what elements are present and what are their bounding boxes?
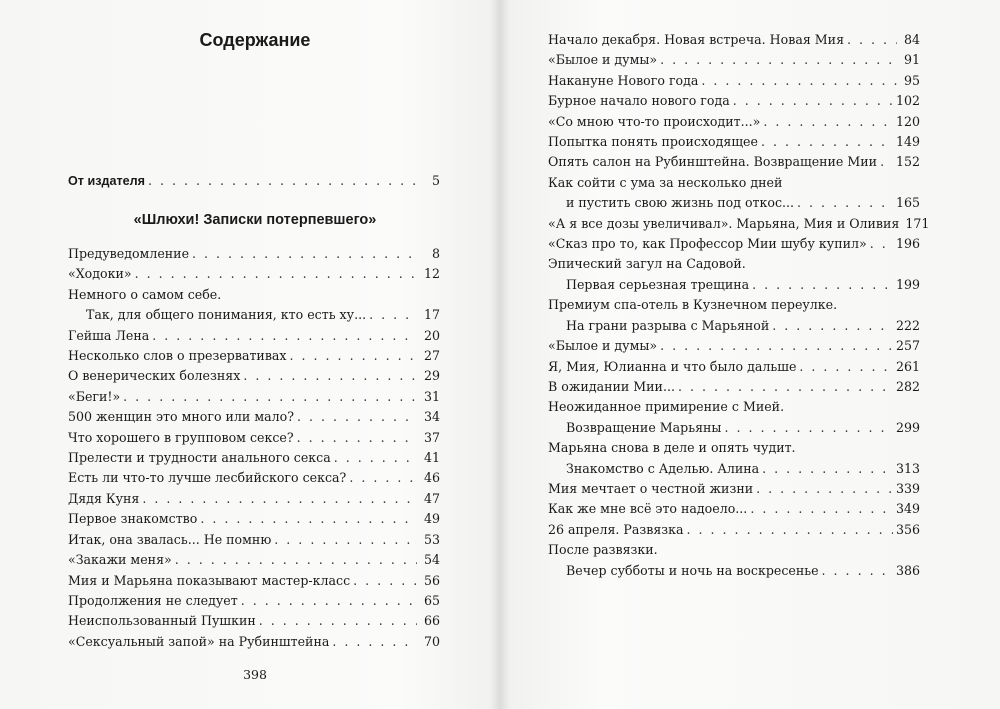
toc-entry-page: 282	[895, 378, 920, 394]
toc-entry[interactable]	[548, 479, 920, 499]
leader-dots	[750, 499, 893, 519]
toc-entry[interactable]	[548, 50, 920, 70]
toc-entry-title: Дядя Куня	[68, 490, 140, 506]
toc-entry-page: 95	[903, 72, 920, 88]
toc-entry-title: Так, для общего понимания, кто есть ху...	[86, 307, 367, 323]
toc-entry-page: 53	[423, 531, 440, 547]
toc-entry-title: На грани разрыва с Марьяной	[566, 317, 770, 333]
leader-dots	[660, 50, 897, 70]
toc-entry[interactable]	[548, 112, 920, 132]
toc-entry-title: Предуведомление	[68, 246, 190, 261]
toc-entry-title: О венерических болезнях	[68, 368, 241, 384]
leader-dots	[733, 91, 893, 111]
leader-dots	[724, 418, 892, 438]
toc-entry[interactable]	[548, 173, 920, 214]
toc-entry-title: Попытка понять происходящее	[548, 134, 758, 150]
toc-entry-page: 41	[423, 450, 440, 466]
leader-dots	[148, 171, 417, 191]
toc-entry[interactable]	[548, 357, 920, 377]
toc-entry-title-line1: После развязки.	[548, 542, 658, 558]
toc-entry[interactable]	[548, 30, 920, 50]
leader-dots	[274, 530, 417, 550]
leader-dots	[756, 479, 893, 499]
toc-entry-page: 171	[905, 215, 930, 231]
toc-entry-title: «Закажи меня»	[68, 552, 172, 568]
page-title: Содержание	[199, 30, 311, 50]
toc-entry[interactable]	[68, 571, 440, 591]
toc-entry-title: В ожидании Мии...	[548, 378, 675, 394]
leader-dots	[142, 489, 417, 509]
leader-dots	[353, 571, 417, 591]
toc-entry-title: «Сказ про то, как Профессор Мии шубу купил»	[548, 236, 867, 252]
toc-entry[interactable]	[68, 591, 440, 611]
toc-entry[interactable]	[548, 132, 920, 152]
toc-entry-page: 356	[895, 521, 920, 537]
leader-dots	[123, 387, 417, 407]
toc-entry-title: «Былое и думы»	[548, 52, 658, 68]
toc-entry[interactable]	[68, 346, 440, 366]
toc-entry-page: 199	[895, 276, 920, 292]
toc-entry[interactable]	[68, 285, 440, 326]
right-page	[500, 0, 1000, 709]
toc-entry[interactable]	[548, 540, 920, 581]
leader-dots	[822, 561, 893, 581]
toc-entry-page: 56	[423, 572, 440, 588]
toc-entry-title-line1: Эпический загул на Садовой.	[548, 256, 746, 272]
leader-dots	[135, 264, 417, 284]
toc-entry[interactable]	[68, 611, 440, 631]
toc-entry-title: и пустить свою жизнь под откос...	[566, 195, 795, 211]
toc-entry-title-line1: Немного о самом себе.	[68, 286, 222, 302]
leader-dots	[880, 152, 893, 172]
toc-entry-title: Начало декабря. Новая встреча. Новая Мия	[548, 32, 845, 47]
toc-entry-title: Я, Мия, Юлианна и что было дальше	[548, 358, 797, 374]
leader-dots	[152, 326, 417, 346]
leader-dots	[243, 366, 417, 386]
toc-entry-page: 102	[895, 93, 920, 109]
leader-dots	[200, 509, 417, 529]
toc-entry[interactable]	[68, 428, 440, 448]
toc-entry-title: Первое знакомство	[68, 511, 198, 527]
toc-entry[interactable]	[548, 152, 920, 172]
toc-entry[interactable]	[68, 387, 440, 407]
leader-dots	[847, 30, 897, 50]
toc-entry[interactable]	[548, 295, 920, 336]
leader-dots	[297, 428, 417, 448]
toc-entry-title: Мия и Марьяна показывают мастер-класс	[68, 572, 351, 588]
toc-entry-page: 20	[423, 327, 440, 343]
toc-entry-title: Гейша Лена	[68, 327, 150, 343]
toc-entry-title: Мия мечтает о честной жизни	[548, 480, 754, 496]
toc-entry-title: 500 женщин это много или мало?	[68, 409, 294, 425]
toc-entry-title: «Беги!»	[68, 388, 121, 404]
leader-dots	[290, 346, 417, 366]
toc-entry[interactable]	[68, 489, 440, 509]
leader-dots	[763, 112, 893, 132]
toc-entry[interactable]	[548, 336, 920, 356]
toc-entry-page: 66	[423, 613, 440, 629]
toc-entry-page: 222	[895, 317, 920, 333]
toc-entry-page: 149	[895, 134, 920, 150]
toc-entry-page: 65	[423, 592, 440, 608]
toc-entry-title-line1: Как сойти с ума за несколько дней	[548, 174, 783, 190]
toc-list-left	[68, 244, 440, 652]
toc-entry[interactable]	[548, 214, 930, 234]
leader-dots	[297, 407, 417, 427]
leader-dots	[752, 275, 893, 295]
toc-entry-title: Накануне Нового года	[548, 72, 699, 88]
toc-entry[interactable]	[68, 550, 440, 570]
toc-entry-title-line1: Неожиданное примирение с Мией.	[548, 399, 785, 415]
toc-entry[interactable]	[68, 530, 440, 550]
toc-entry[interactable]	[68, 509, 440, 529]
toc-entry-page: 17	[423, 307, 440, 323]
toc-entry-page: 165	[895, 195, 920, 211]
page-number: 398	[243, 667, 267, 682]
toc-entry[interactable]	[68, 244, 440, 264]
toc-entry-page: 152	[895, 154, 920, 170]
toc-entry-page: 84	[903, 32, 920, 47]
toc-entry-page: 257	[895, 338, 920, 354]
leader-dots	[678, 377, 893, 397]
toc-entry-page: 54	[423, 552, 440, 568]
leader-dots	[761, 132, 893, 152]
toc-entry-page: 349	[895, 501, 920, 517]
toc-entry-title: Продолжения не следует	[68, 592, 238, 608]
section-title: «Шлюхи! Записки потерпевшего»	[133, 212, 377, 228]
leader-dots	[349, 468, 417, 488]
toc-entry[interactable]	[548, 234, 920, 254]
toc-entry-title: Бурное начало нового года	[548, 93, 730, 109]
toc-entry-page: 386	[895, 562, 920, 578]
leader-dots	[797, 193, 893, 213]
toc-entry-page: 34	[423, 409, 440, 425]
toc-entry-title: «Былое и думы»	[548, 338, 658, 354]
leader-dots	[762, 459, 893, 479]
toc-entry-page: 91	[903, 52, 920, 68]
leader-dots	[259, 611, 417, 631]
toc-entry-title: Опять салон на Рубинштейна. Возвращение Мии	[548, 154, 878, 170]
toc-entry-title: Прелести и трудности анального секса	[68, 450, 331, 466]
leader-dots	[369, 305, 417, 325]
leader-dots	[175, 550, 417, 570]
toc-entry-title: «А я все дозы увеличивал». Марьяна, Мия и Оливия	[548, 215, 900, 231]
toc-entry-page: 47	[423, 490, 440, 506]
toc-entry-title: Есть ли что-то лучше лесбийского секса?	[68, 470, 347, 486]
toc-entry[interactable]	[548, 71, 920, 91]
toc-entry-page: 46	[423, 470, 440, 486]
toc-entry[interactable]	[68, 632, 440, 652]
toc-entry-page: 29	[423, 368, 440, 384]
toc-entry-title: Возвращение Марьяны	[566, 419, 722, 435]
toc-entry-page: 313	[895, 460, 920, 476]
leader-dots	[660, 336, 893, 356]
toc-entry[interactable]	[548, 254, 920, 295]
toc-entry-title: «Ходоки»	[68, 266, 132, 282]
toc-entry-title: Что хорошего в групповом сексе?	[68, 429, 294, 445]
toc-entry-title: «Сексуальный запой» на Рубинштейна	[68, 633, 330, 649]
toc-entry[interactable]	[68, 407, 440, 427]
leader-dots	[241, 591, 417, 611]
toc-entry-title: Итак, она звалась... Не помню	[68, 531, 272, 547]
toc-entry[interactable]	[68, 326, 440, 346]
toc-entry-page: 261	[895, 358, 920, 374]
toc-entry-page: 49	[423, 511, 440, 527]
toc-list-right	[548, 30, 930, 581]
toc-entry-title-line1: Марьяна снова в деле и опять чудит.	[548, 440, 796, 456]
toc-entry-title: Вечер субботы и ночь на воскресенье	[566, 562, 819, 578]
leader-dots	[332, 632, 417, 652]
toc-entry[interactable]	[68, 264, 440, 284]
toc-entry-page: 120	[895, 113, 920, 129]
toc-entry[interactable]	[548, 377, 920, 397]
toc-entry[interactable]	[68, 468, 440, 488]
toc-entry-page: 339	[895, 480, 920, 496]
leader-dots	[701, 71, 897, 91]
toc-entry[interactable]	[68, 366, 440, 386]
toc-entry[interactable]	[548, 438, 920, 479]
toc-entry-page: 299	[895, 419, 920, 435]
toc-entry[interactable]	[548, 397, 920, 438]
toc-entry-page: 70	[423, 633, 440, 649]
toc-entry[interactable]	[68, 448, 440, 468]
toc-entry-page: 5	[431, 173, 440, 188]
toc-entry-title: Несколько слов о презервативах	[68, 348, 287, 364]
leader-dots	[870, 234, 893, 254]
toc-entry-page: 8	[431, 246, 440, 261]
publisher-entry-block	[68, 171, 440, 191]
leader-dots	[334, 448, 417, 468]
toc-entry-title-line1: Премиум спа-отель в Кузнечном переулке.	[548, 297, 838, 313]
toc-entry-page: 31	[423, 388, 440, 404]
toc-entry-publisher[interactable]	[68, 171, 440, 191]
toc-entry[interactable]	[548, 91, 920, 111]
toc-entry-title: «Со мною что-то происходит...»	[548, 113, 761, 129]
toc-entry-title: Как же мне всё это надоело...	[548, 501, 748, 517]
toc-entry-page: 12	[423, 266, 440, 282]
toc-entry-title: Неиспользованный Пушкин	[68, 613, 256, 629]
leader-dots	[687, 520, 893, 540]
toc-entry-title: 26 апреля. Развязка	[548, 521, 684, 537]
leader-dots	[799, 357, 893, 377]
toc-entry-title: Знакомство с Аделью. Алина	[566, 460, 760, 476]
toc-entry-page: 37	[423, 429, 440, 445]
leader-dots	[192, 244, 417, 264]
toc-entry-title: От издателя	[68, 174, 145, 188]
toc-entry[interactable]	[548, 499, 920, 519]
toc-entry-page: 196	[895, 236, 920, 252]
leader-dots	[772, 316, 893, 336]
toc-entry-page: 27	[423, 348, 440, 364]
toc-entry-title: Первая серьезная трещина	[566, 276, 750, 292]
toc-entry[interactable]	[548, 520, 920, 540]
